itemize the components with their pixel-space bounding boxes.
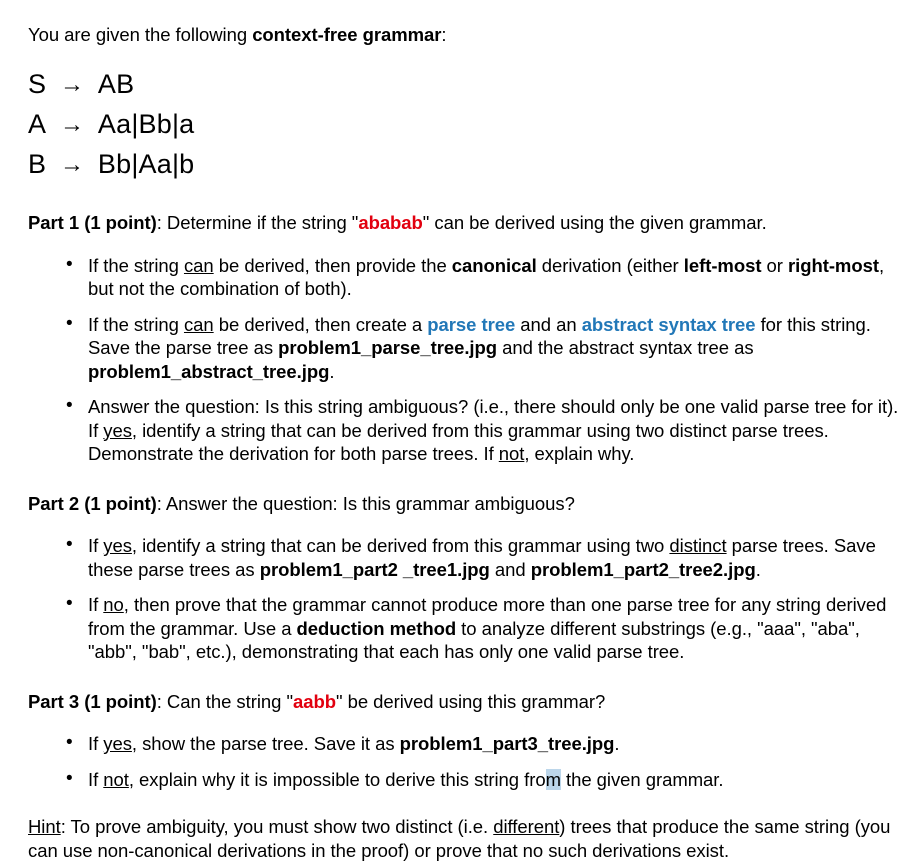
part-question-text: : Can the string " xyxy=(156,690,293,712)
bullet-text: and xyxy=(489,558,531,580)
bullet-text: and an xyxy=(515,313,582,335)
bullet-text: or xyxy=(761,254,788,276)
part-bullet-list xyxy=(28,732,900,791)
bullet-text: Answer the question: Is this string ambiguous? (i.e., there should only be one valid parse tree for it). If xyxy=(88,396,899,441)
part-heading xyxy=(28,690,900,714)
part-question-text: : Answer the question: Is this grammar ambiguous? xyxy=(156,492,575,514)
target-string-literal: ababab xyxy=(358,212,423,233)
part-label: Part 2 (1 point) xyxy=(28,492,157,514)
bullet-text: . xyxy=(755,558,761,580)
bullet-underlined-text: yes xyxy=(103,733,132,754)
intro-line xyxy=(28,22,900,47)
hint-paragraph xyxy=(28,815,900,862)
bullet-bold-text: problem1_part2 _tree1.jpg xyxy=(259,558,490,580)
parts-container xyxy=(28,211,900,791)
bullet-underlined-text: can xyxy=(183,254,214,276)
bullet-text: parse trees. Save these parse trees as xyxy=(88,535,876,580)
bullet-text: to analyze different substrings (e.g., "aaa", "aba", "abb", "bab", etc.), demonstrating that each has only one valid parse tree. xyxy=(88,617,860,662)
bullet-text: . xyxy=(329,360,335,382)
part-question-text: : Determine if the string " xyxy=(156,212,359,233)
bullet-item xyxy=(28,395,900,466)
bullet-bold-text: deduction method xyxy=(296,617,457,639)
bullet-text: , then prove that the grammar cannot produce more than one parse tree for any string derived from the grammar. Use a xyxy=(88,594,887,639)
intro-text-before: You are given the following xyxy=(28,23,253,45)
bullet-highlighted-term: parse tree xyxy=(427,313,516,335)
hint-underlined-text: Hint xyxy=(28,816,61,837)
grammar-rule xyxy=(28,145,900,185)
bullet-bold-text: problem1_parse_tree.jpg xyxy=(278,337,498,358)
bullet-text: be derived, then create a xyxy=(213,313,428,335)
part-heading xyxy=(28,211,900,235)
bullet-text: , show the parse tree. Save it as xyxy=(131,733,400,754)
part-question-text-end: " can be derived using the given grammar. xyxy=(422,212,767,233)
right-arrow-icon: → xyxy=(46,111,98,138)
bullet-bold-text: canonical xyxy=(451,254,537,276)
grammar-rule-rhs: AB xyxy=(97,69,135,99)
intro-text-bold: context-free grammar xyxy=(252,23,442,45)
intro-text-after: : xyxy=(441,23,447,45)
bullet-item xyxy=(28,254,900,301)
bullet-bold-text: right-most xyxy=(787,254,879,276)
right-arrow-icon: → xyxy=(46,71,98,98)
bullet-bold-text: problem1_abstract_tree.jpg xyxy=(88,360,330,382)
hint-text: ) trees that produce the same string (you can use non-canonical derivations in the proof) or prove that no such derivations exist. xyxy=(28,816,891,861)
bullet-text: the given grammar. xyxy=(560,768,724,790)
bullet-item xyxy=(28,593,900,664)
bullet-text: , but not the combination of both). xyxy=(88,254,885,299)
bullet-text: If xyxy=(88,768,104,790)
bullet-item xyxy=(28,313,900,384)
bullet-text: If xyxy=(88,733,104,754)
part-label: Part 3 (1 point) xyxy=(28,690,157,712)
bullet-underlined-text: yes xyxy=(103,535,132,556)
bullet-text: , explain why. xyxy=(524,443,635,464)
bullet-underlined-text: can xyxy=(183,313,214,335)
grammar-rule-lhs: B xyxy=(28,149,47,179)
grammar-rule-lhs: S xyxy=(28,69,47,99)
bullet-text: , identify a string that can be derived from this grammar using two distinct parse trees. Demonstrate the derivation for both parse trees. If xyxy=(88,419,829,464)
bullet-underlined-text: not xyxy=(498,443,525,464)
right-arrow-icon: → xyxy=(46,151,98,178)
bullet-text: If xyxy=(88,594,104,615)
bullet-bold-text: problem1_part3_tree.jpg xyxy=(399,733,615,754)
bullet-underlined-text: yes xyxy=(103,419,132,441)
part-bullet-list xyxy=(28,534,900,664)
bullet-underlined-text: no xyxy=(103,594,124,615)
bullet-text: If the string xyxy=(88,313,184,335)
grammar-rule xyxy=(28,105,900,145)
bullet-underlined-text: distinct xyxy=(669,535,727,556)
target-string-literal: aabb xyxy=(292,690,336,712)
bullet-item xyxy=(28,768,900,792)
part-label: Part 1 (1 point) xyxy=(28,212,157,233)
bullet-bold-text: left-most xyxy=(683,254,762,276)
part-heading xyxy=(28,492,900,516)
bullet-text: , explain why it is impossible to derive this string fro xyxy=(128,768,546,790)
part-bullet-list xyxy=(28,254,900,466)
hint-underlined-text: different xyxy=(493,816,560,837)
bullet-text: If xyxy=(88,535,104,556)
bullet-text: , identify a string that can be derived from this grammar using two xyxy=(131,535,670,556)
part-question-text-end: " be derived using this grammar? xyxy=(335,690,606,712)
grammar-rule-rhs: Aa|Bb|a xyxy=(97,109,195,139)
grammar-rule xyxy=(28,65,900,105)
bullet-text: and the abstract syntax tree as xyxy=(497,337,754,358)
grammar-rule-lhs: A xyxy=(28,109,47,139)
bullet-text: be derived, then provide the xyxy=(213,254,452,276)
grammar-rules xyxy=(28,65,900,185)
grammar-rule-rhs: Bb|Aa|b xyxy=(97,149,195,179)
bullet-item xyxy=(28,534,900,581)
bullet-item xyxy=(28,732,900,756)
bullet-text: If the string xyxy=(88,254,184,276)
bullet-text: . xyxy=(614,733,620,754)
bullet-bold-text: problem1_part2_tree2.jpg xyxy=(530,558,756,580)
bullet-text: for this string. Save the parse tree as xyxy=(88,313,871,358)
text-selection-highlight: m xyxy=(545,768,561,790)
bullet-underlined-text: not xyxy=(103,768,129,790)
bullet-text: derivation (either xyxy=(536,254,684,276)
bullet-highlighted-term: abstract syntax tree xyxy=(581,313,756,335)
hint-text: : To prove ambiguity, you must show two distinct (i.e. xyxy=(60,816,494,837)
